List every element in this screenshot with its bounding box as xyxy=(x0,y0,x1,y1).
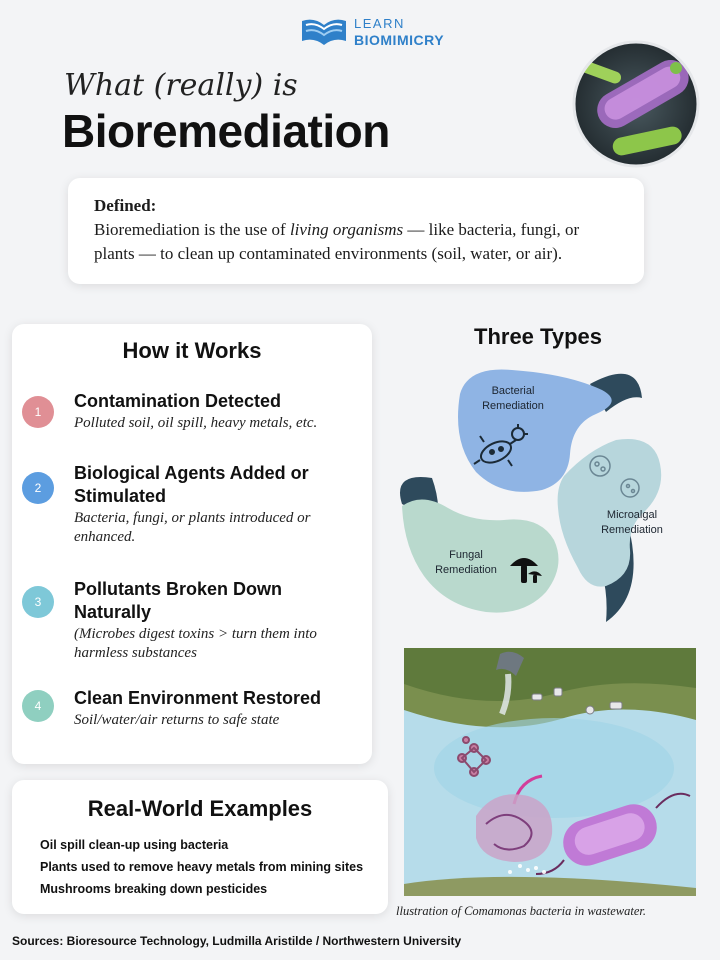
bacteria-photo-icon xyxy=(572,40,700,168)
three-types-title: Three Types xyxy=(474,324,602,349)
definition-text-part: Bioremediation is the use of xyxy=(94,220,290,239)
definition-text-part: — like bacteria, fungi, or plants — to clean up contaminated environments (soil, water, or air). xyxy=(94,220,580,263)
step-description: Bacteria, fungi, or plants introduced or enhanced. xyxy=(74,510,311,545)
type-label-fungal: Fungal Remediation xyxy=(435,549,497,576)
illustration-caption: llustration of Comamonas bacteria in wastewater. xyxy=(396,904,647,918)
step-title: Clean Environment Restored xyxy=(74,688,322,708)
step-number: 4 xyxy=(22,690,54,722)
definition-label: Defined: xyxy=(94,196,157,215)
definition-card xyxy=(68,178,644,284)
logo xyxy=(300,16,444,48)
page-subtitle: What (really) is xyxy=(64,68,298,103)
step-title: Pollutants Broken Down Naturally xyxy=(74,579,283,622)
step-description: Soil/water/air returns to safe state xyxy=(74,712,280,728)
step-description: (Microbes digest toxins > turn them into harmless substances xyxy=(74,626,317,661)
real-world-title: Real-World Examples xyxy=(87,796,313,821)
sources-text: Sources: Bioresource Technology, Ludmilla Aristilde / Northwestern University xyxy=(12,934,462,948)
step-number: 3 xyxy=(22,586,54,618)
definition-emphasis: living organisms xyxy=(289,220,404,239)
how-it-works-card xyxy=(12,324,372,764)
page-title: Bioremediation xyxy=(62,105,390,157)
step-number: 1 xyxy=(22,396,54,428)
how-it-works-title: How it Works xyxy=(122,338,262,363)
logo-line1: LEARN xyxy=(354,16,405,31)
step-title: Contamination Detected xyxy=(74,391,282,411)
wastewater-illustration xyxy=(404,648,696,896)
step-title: Biological Agents Added or Stimulated xyxy=(74,463,309,506)
open-book-icon xyxy=(300,17,348,47)
example-item: Mushrooms breaking down pesticides xyxy=(40,882,268,896)
step-description: Polluted soil, oil spill, heavy metals, etc. xyxy=(74,415,318,431)
type-label-microalgal: Microalgal Remediation xyxy=(601,509,663,536)
real-world-examples-card xyxy=(12,780,388,914)
definition-text xyxy=(94,218,618,266)
logo-line2: BIOMIMICRY xyxy=(354,32,445,48)
step-number: 2 xyxy=(22,472,54,504)
example-item: Plants used to remove heavy metals from mining sites xyxy=(40,860,364,874)
example-item: Oil spill clean-up using bacteria xyxy=(40,838,229,852)
type-label-bacterial: Bacterial Remediation xyxy=(482,385,544,412)
